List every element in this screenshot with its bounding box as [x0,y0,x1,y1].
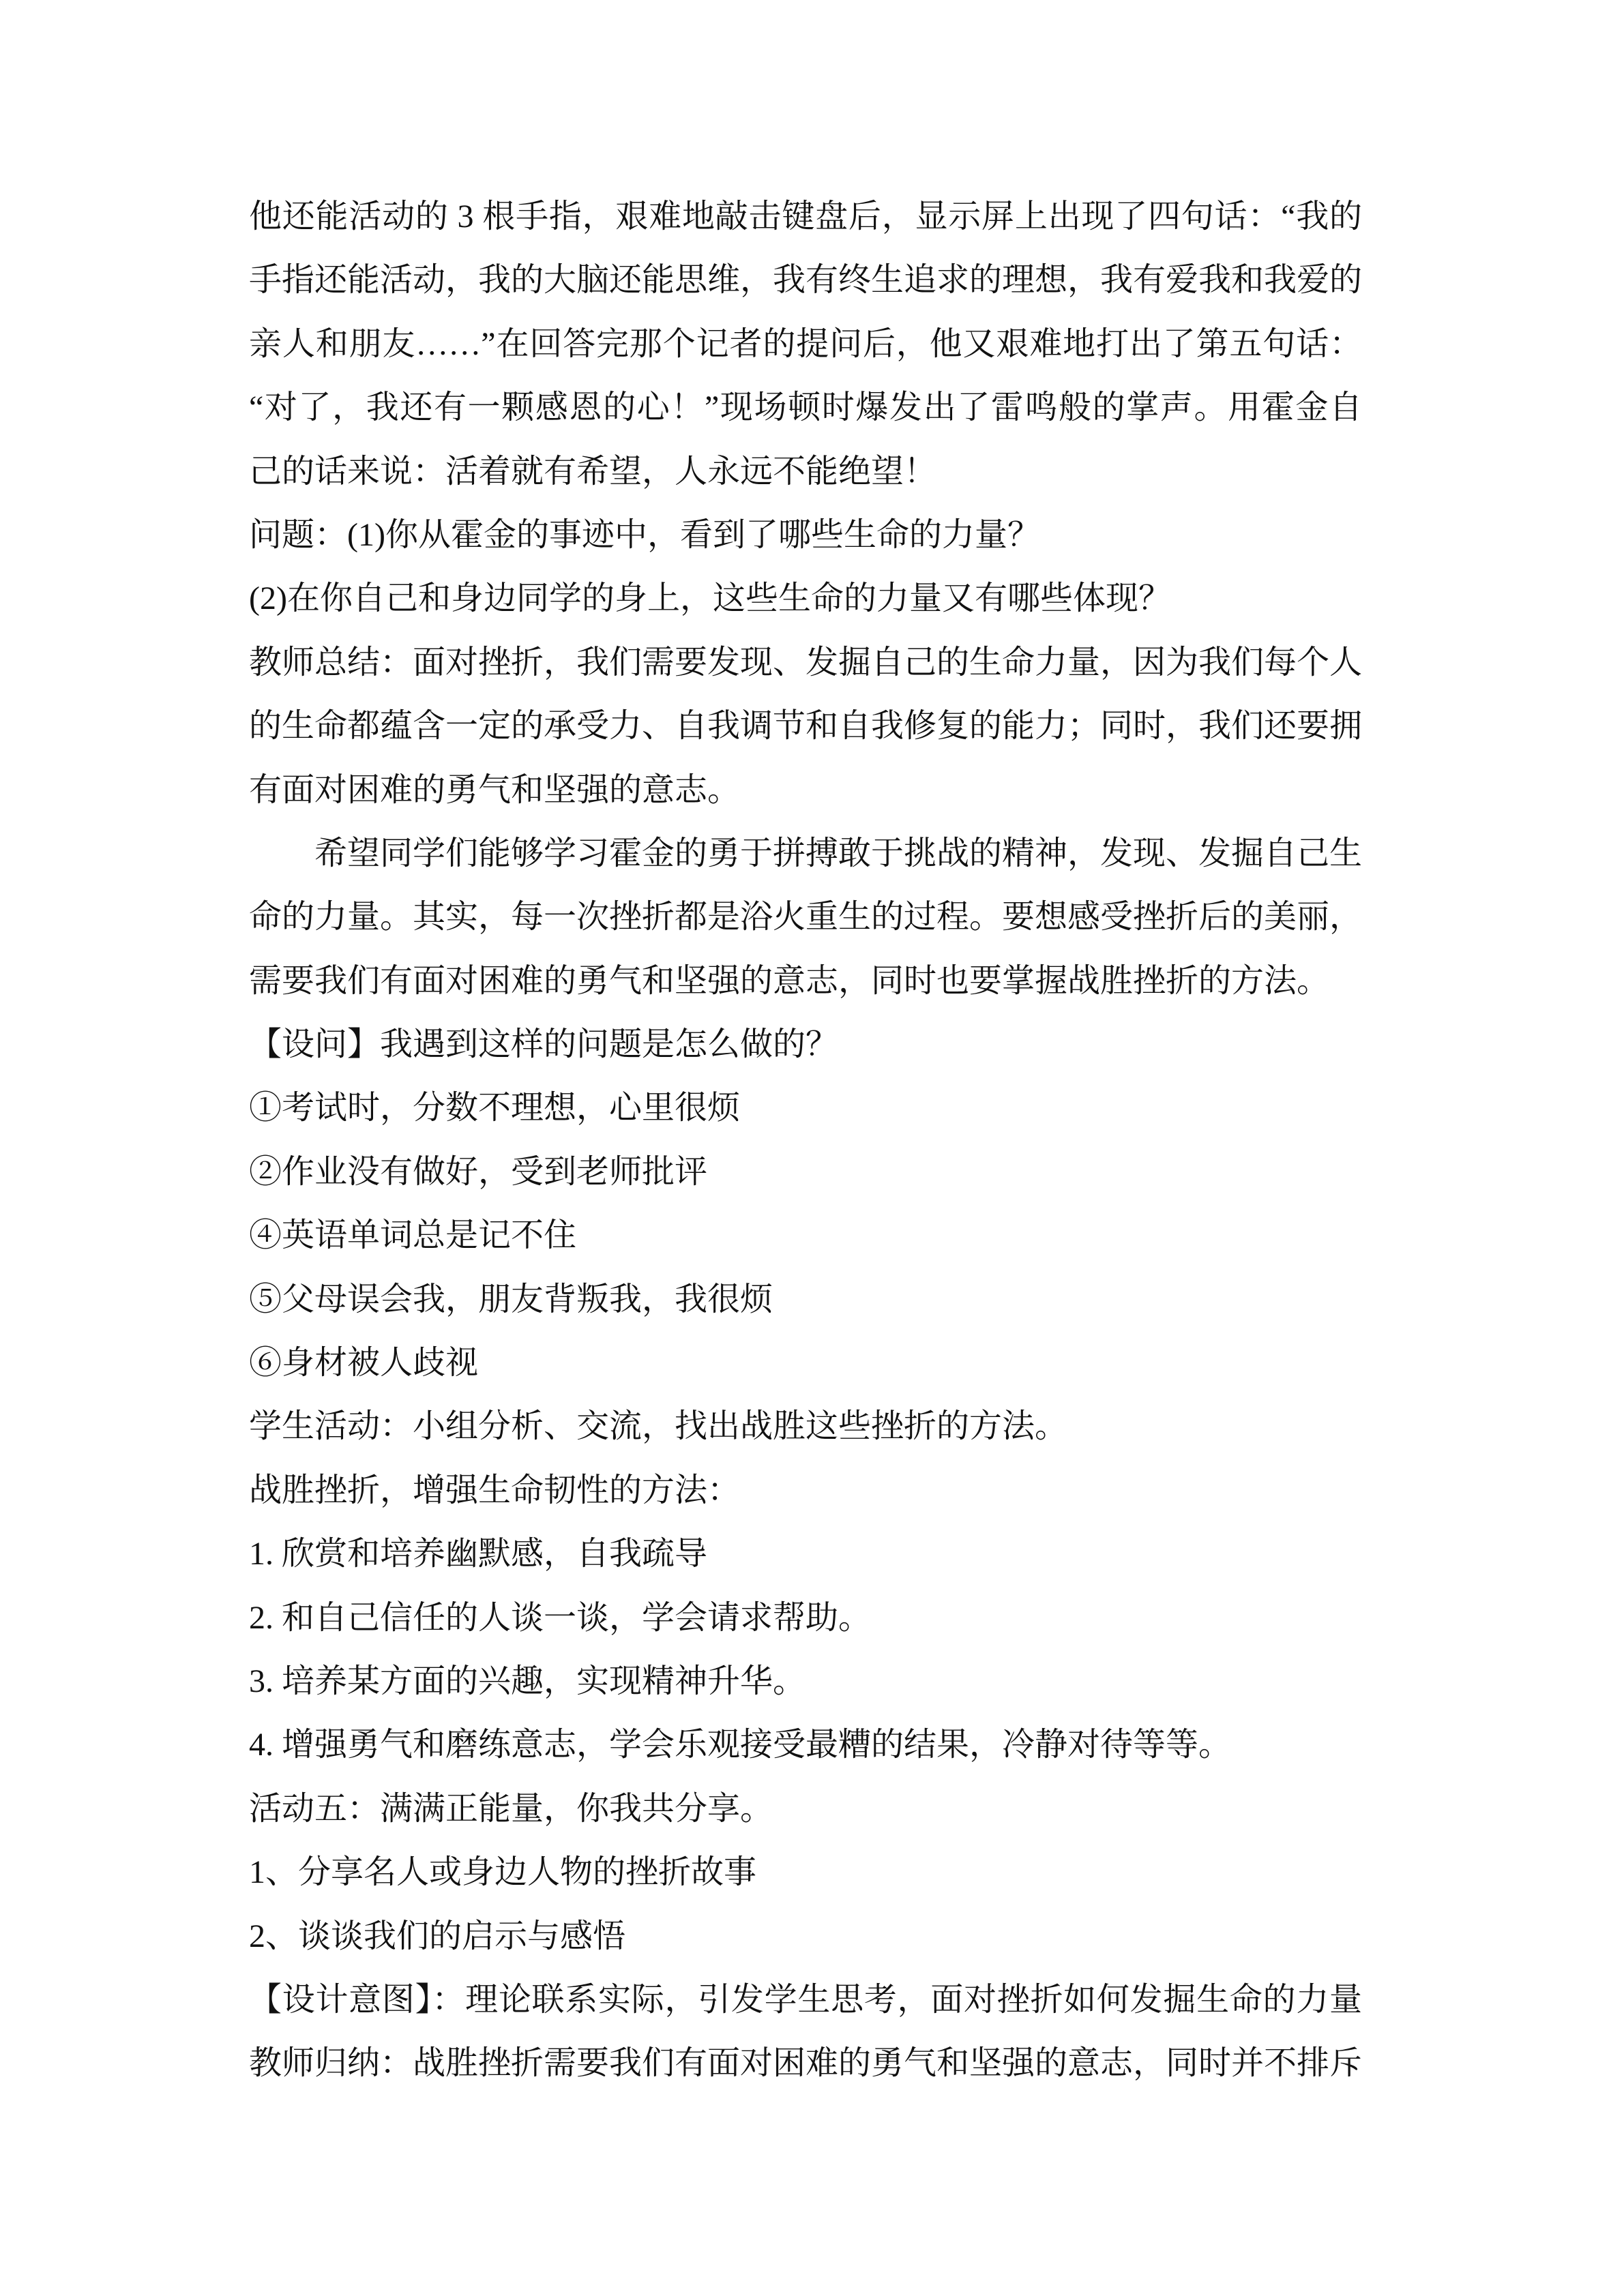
paragraph-design-intent [249,1968,1362,2031]
paragraph-student-activity [249,1395,1362,1458]
text-line: 希望同学们能够学习霍金的勇于拼搏敢于挑战的精神，发现、发掘自己生 [249,835,1362,871]
text-line: 己的话来说：活着就有希望，人永远不能绝望！ [249,453,937,490]
text-line: 需要我们有面对困难的勇气和坚强的意志，同时也要掌握战胜挫折的方法。 [249,962,1330,999]
text-line: ⑥身材被人歧视 [249,1345,479,1382]
list-item [249,1076,1362,1139]
paragraph-question-1 [249,503,1362,567]
list-item [249,1905,1362,1968]
list-item [249,1331,1362,1395]
text-line: 命的力量。其实，每一次挫折都是浴火重生的过程。要想感受挫折后的美丽， [249,899,1362,936]
list-item [249,1586,1362,1650]
text-line: 1、分享名人或身边人物的挫折故事 [249,1854,757,1891]
paragraph-hawking-story [249,185,1362,503]
text-line: 1. 欣赏和培养幽默感，自我疏导 [249,1536,708,1572]
text-line: (2)在你自己和身边同学的身上，这些生命的力量又有哪些体现？ [249,580,1171,617]
paragraph-teacher-conclusion [249,2031,1362,2095]
list-item [249,1713,1362,1776]
text-line: 战胜挫折，增强生命韧性的方法： [249,1472,741,1508]
text-line: 教师总结：面对挫折，我们需要发现、发掘自己的生命力量，因为我们每个人 [249,644,1362,681]
list-item [249,1268,1362,1331]
list-item [249,1840,1362,1904]
text-line: 2. 和自己信任的人谈一谈，学会请求帮助。 [249,1599,872,1636]
text-line: 4. 增强勇气和磨练意志，学会乐观接受最糟的结果，冷静对待等等。 [249,1727,1232,1763]
paragraph-hope [249,822,1362,1013]
list-item [249,1522,1362,1585]
document-body [249,185,1362,2096]
text-line: 的生命都蕴含一定的承受力、自我调节和自我修复的能力；同时，我们还要拥 [249,708,1362,745]
text-line: ⑤父母误会我，朋友背叛我，我很烦 [249,1281,773,1317]
paragraph-activity-five [249,1777,1362,1840]
text-line: 问题：(1)你从霍金的事迹中，看到了哪些生命的力量？ [249,516,1040,553]
text-line: 手指还能活动，我的大脑还能思维，我有终生追求的理想，我有爱我和我爱的 [249,262,1362,299]
paragraph-teacher-summary [249,631,1362,822]
list-item [249,1140,1362,1204]
text-line: 亲人和朋友……”在回答完那个记者的提问后，他又艰难地打出了第五句话： [249,325,1362,362]
text-line: 活动五：满满正能量，你我共分享。 [249,1790,773,1827]
text-line: 他还能活动的 3 根手指，艰难地敲击键盘后，显示屏上出现了四句话：“我的 [249,198,1362,235]
text-line: ④英语单词总是记不住 [249,1217,577,1254]
list-item [249,1204,1362,1267]
list-item [249,1650,1362,1713]
text-line: 【设计意图】：理论联系实际，引发学生思考，面对挫折如何发掘生命的力量 [249,1981,1362,2018]
text-line: 有面对困难的勇气和坚强的意志。 [249,771,741,808]
text-line: ①考试时，分数不理想，心里很烦 [249,1090,741,1127]
paragraph-methods-heading [249,1459,1362,1522]
text-line: ②作业没有做好，受到老师批评 [249,1153,708,1190]
text-line: 2、谈谈我们的启示与感悟 [249,1918,626,1954]
paragraph-question-2 [249,567,1362,630]
text-line: 教师归纳：战胜挫折需要我们有面对困难的勇气和坚强的意志，同时并不排斥 [249,2045,1362,2082]
text-line: 3. 培养某方面的兴趣，实现精神升华。 [249,1663,806,1699]
text-line: “对了，我还有一颗感恩的心！”现场顿时爆发出了雷鸣般的掌声。用霍金自 [249,389,1362,426]
paragraph-setup-question [249,1013,1362,1076]
text-line: 【设问】我遇到这样的问题是怎么做的？ [249,1026,839,1063]
text-line: 学生活动：小组分析、交流，找出战胜这些挫折的方法。 [249,1408,1068,1445]
